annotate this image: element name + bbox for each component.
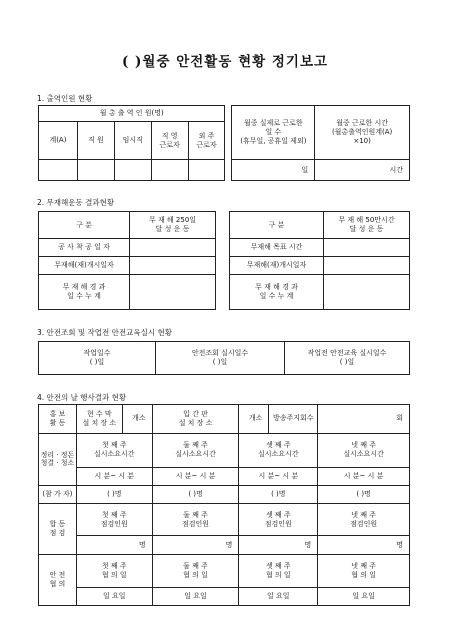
staff-value[interactable] <box>77 160 114 181</box>
banner-location-label: 현 수 막 설 치 장 소 <box>76 405 122 434</box>
week3-label: 셋 째 주 <box>265 441 291 450</box>
cleanup-week1 <box>76 433 152 467</box>
inspectors-week3[interactable]: 명 <box>239 536 318 554</box>
right-restart-date-value[interactable] <box>324 257 410 275</box>
cleanup-week4 <box>318 433 410 467</box>
section-3-heading: 3. 안전조회 및 작업전 안전교육실시 현황 <box>37 328 172 337</box>
right-elapsed-days-label: 무 재 해 경 과 일 수 누 계 <box>230 275 324 310</box>
construction-start-date-label: 공 사 착 공 일 자 <box>39 239 130 257</box>
col-subcontract-workers: 외 주 근로자 <box>188 122 225 160</box>
consult-week4 <box>318 554 410 587</box>
section-4-heading: 4. 안전의 날 행사결과 현황 <box>37 393 127 402</box>
cleanup-time-week4[interactable]: 시 분~ 시 분 <box>318 467 410 485</box>
section-1-heading: 1. 출역인원 현황 <box>37 94 93 103</box>
consult-date-week1[interactable]: 일 요일 <box>76 587 152 605</box>
broadcast-count-cell[interactable]: 회 <box>318 405 410 434</box>
safety-meeting-table <box>38 341 410 375</box>
target-hours-value[interactable] <box>324 239 410 257</box>
zero-accident-days-table <box>38 211 216 310</box>
left-restart-date-label: 무재해(재)개시일자 <box>39 257 130 275</box>
sign-count-cell[interactable]: 개소 <box>239 405 269 434</box>
col-total: 계(A) <box>39 122 78 160</box>
left-elapsed-days-label: 무 재 해 경 과 일 수 누 계 <box>39 275 130 310</box>
work-days-header: 월중 실제로 근로한 일 수 (휴무일, 공휴일 제외) <box>232 106 315 160</box>
participants-week1[interactable]: ( )명 <box>76 486 152 504</box>
safety-day-table <box>38 404 410 606</box>
consult-week3 <box>239 554 318 587</box>
consult-day-label: 협 의 일 <box>101 570 127 579</box>
attendance-table <box>38 105 410 181</box>
week2-label: 둘 째 주 <box>183 441 208 450</box>
col-temporary: 임시직 <box>114 122 151 160</box>
week1-label: 첫 째 주 <box>101 441 127 450</box>
work-hours-value[interactable]: 시간 <box>315 160 410 181</box>
cleanup-week2 <box>152 433 239 467</box>
inspection-week2 <box>152 504 239 536</box>
cleanup-time-week2[interactable]: 시 분~ 시 분 <box>152 467 239 485</box>
consult-week2 <box>152 554 239 587</box>
participants-label: (참 가 자) <box>39 486 77 504</box>
temporary-value[interactable] <box>114 160 151 181</box>
right-elapsed-days-value[interactable] <box>324 275 410 310</box>
left-elapsed-days-value[interactable] <box>130 275 216 310</box>
participants-week4[interactable]: ( )명 <box>318 486 410 504</box>
section-2-heading: 2. 무재해운동 결과현황 <box>37 198 115 207</box>
target-hours-label: 무재해 목표 시간 <box>230 239 324 257</box>
work-hours-header: 월중 근로한 시간 (월총출역인원계(A) ×10) <box>315 106 410 160</box>
participants-week2[interactable]: ( )명 <box>152 486 239 504</box>
participants-week3[interactable]: ( )명 <box>239 486 318 504</box>
week1-label: 첫 째 주 <box>101 511 127 520</box>
week4-label: 넷 째 주 <box>351 441 376 450</box>
consult-date-week2[interactable]: 일 요일 <box>152 587 239 605</box>
exec-time-label: 실시소요시간 <box>175 450 216 459</box>
goal-250-days-header: 무 재 해 250일 달 성 운 동 <box>130 212 216 239</box>
consult-day-label: 협 의 일 <box>265 570 291 579</box>
left-restart-date-value[interactable] <box>130 257 216 275</box>
cleanup-label: 정리 · 정돈 청결 · 청소 <box>39 433 77 486</box>
cleanup-time-week3[interactable]: 시 분~ 시 분 <box>239 467 318 485</box>
work-days-value[interactable]: 일 <box>232 160 315 181</box>
inspectors-label: 점검인원 <box>182 519 210 528</box>
inspectors-label: 점검인원 <box>350 519 378 528</box>
week1-label: 첫 째 주 <box>101 561 127 570</box>
work-days-cell: 작업일수 ( )일 <box>39 342 156 375</box>
consult-day-label: 협 의 일 <box>351 570 376 579</box>
promotion-label: 홍 보 활 동 <box>39 405 77 434</box>
exec-time-label: 실시소요시간 <box>258 450 299 459</box>
safety-meeting-days-cell: 안전조회 실시일수 ( )일 <box>156 342 285 375</box>
week4-label: 넷 째 주 <box>351 511 376 520</box>
subcontract-value[interactable] <box>188 160 225 181</box>
zero-accident-hours-table <box>229 211 410 310</box>
col-staff: 직 원 <box>77 122 114 160</box>
week2-label: 둘 째 주 <box>183 561 208 570</box>
inspectors-week2[interactable]: 명 <box>152 536 239 554</box>
direct-value[interactable] <box>151 160 188 181</box>
cleanup-time-week1[interactable]: 시 분~ 시 분 <box>76 467 152 485</box>
consult-day-label: 협 의 일 <box>183 570 208 579</box>
cleanup-week3 <box>239 433 318 467</box>
right-category-header: 구 분 <box>230 212 324 239</box>
pre-work-education-days-cell: 작업전 안전교육 실시일수 ( )일 <box>285 342 410 375</box>
sign-location-label: 입 간 판 설 치 장 소 <box>152 405 239 434</box>
broadcast-count-label: 방송주지회수 <box>269 405 318 434</box>
inspection-week3 <box>239 504 318 536</box>
inspectors-label: 점검인원 <box>264 519 292 528</box>
total-value[interactable] <box>39 160 78 181</box>
goal-500k-hours-header: 무 재 해 50만시간 달 성 운 동 <box>324 212 410 239</box>
consult-date-week3[interactable]: 일 요일 <box>239 587 318 605</box>
banner-count-cell[interactable]: 개소 <box>122 405 152 434</box>
consult-week1 <box>76 554 152 587</box>
week3-label: 셋 째 주 <box>265 561 291 570</box>
exec-time-label: 실시소요시간 <box>94 450 135 459</box>
week2-label: 둘 째 주 <box>183 511 208 520</box>
safety-consultation-label: 안 전 협 의 <box>39 554 77 605</box>
monthly-total-header: 월 총 출 역 인 원(명) <box>39 106 225 122</box>
page-title: ( )월중 안전활동 현황 정기보고 <box>121 54 329 70</box>
joint-inspection-label: 합 동 점 검 <box>39 504 77 554</box>
col-direct-workers: 직 영 근로자 <box>151 122 188 160</box>
consult-date-week4[interactable]: 일 요일 <box>318 587 410 605</box>
inspectors-label: 점검인원 <box>100 519 128 528</box>
week4-label: 넷 째 주 <box>351 561 376 570</box>
right-restart-date-label: 무재해(재)개시일자 <box>230 257 324 275</box>
week3-label: 셋 째 주 <box>265 511 291 520</box>
left-category-header: 구 분 <box>39 212 130 239</box>
inspectors-week4[interactable]: 명 <box>318 536 410 554</box>
inspection-week4 <box>318 504 410 536</box>
inspection-week1 <box>76 504 152 536</box>
construction-start-date-value[interactable] <box>130 239 216 257</box>
exec-time-label: 실시소요시간 <box>343 450 384 459</box>
inspectors-week1[interactable]: 명 <box>76 536 152 554</box>
